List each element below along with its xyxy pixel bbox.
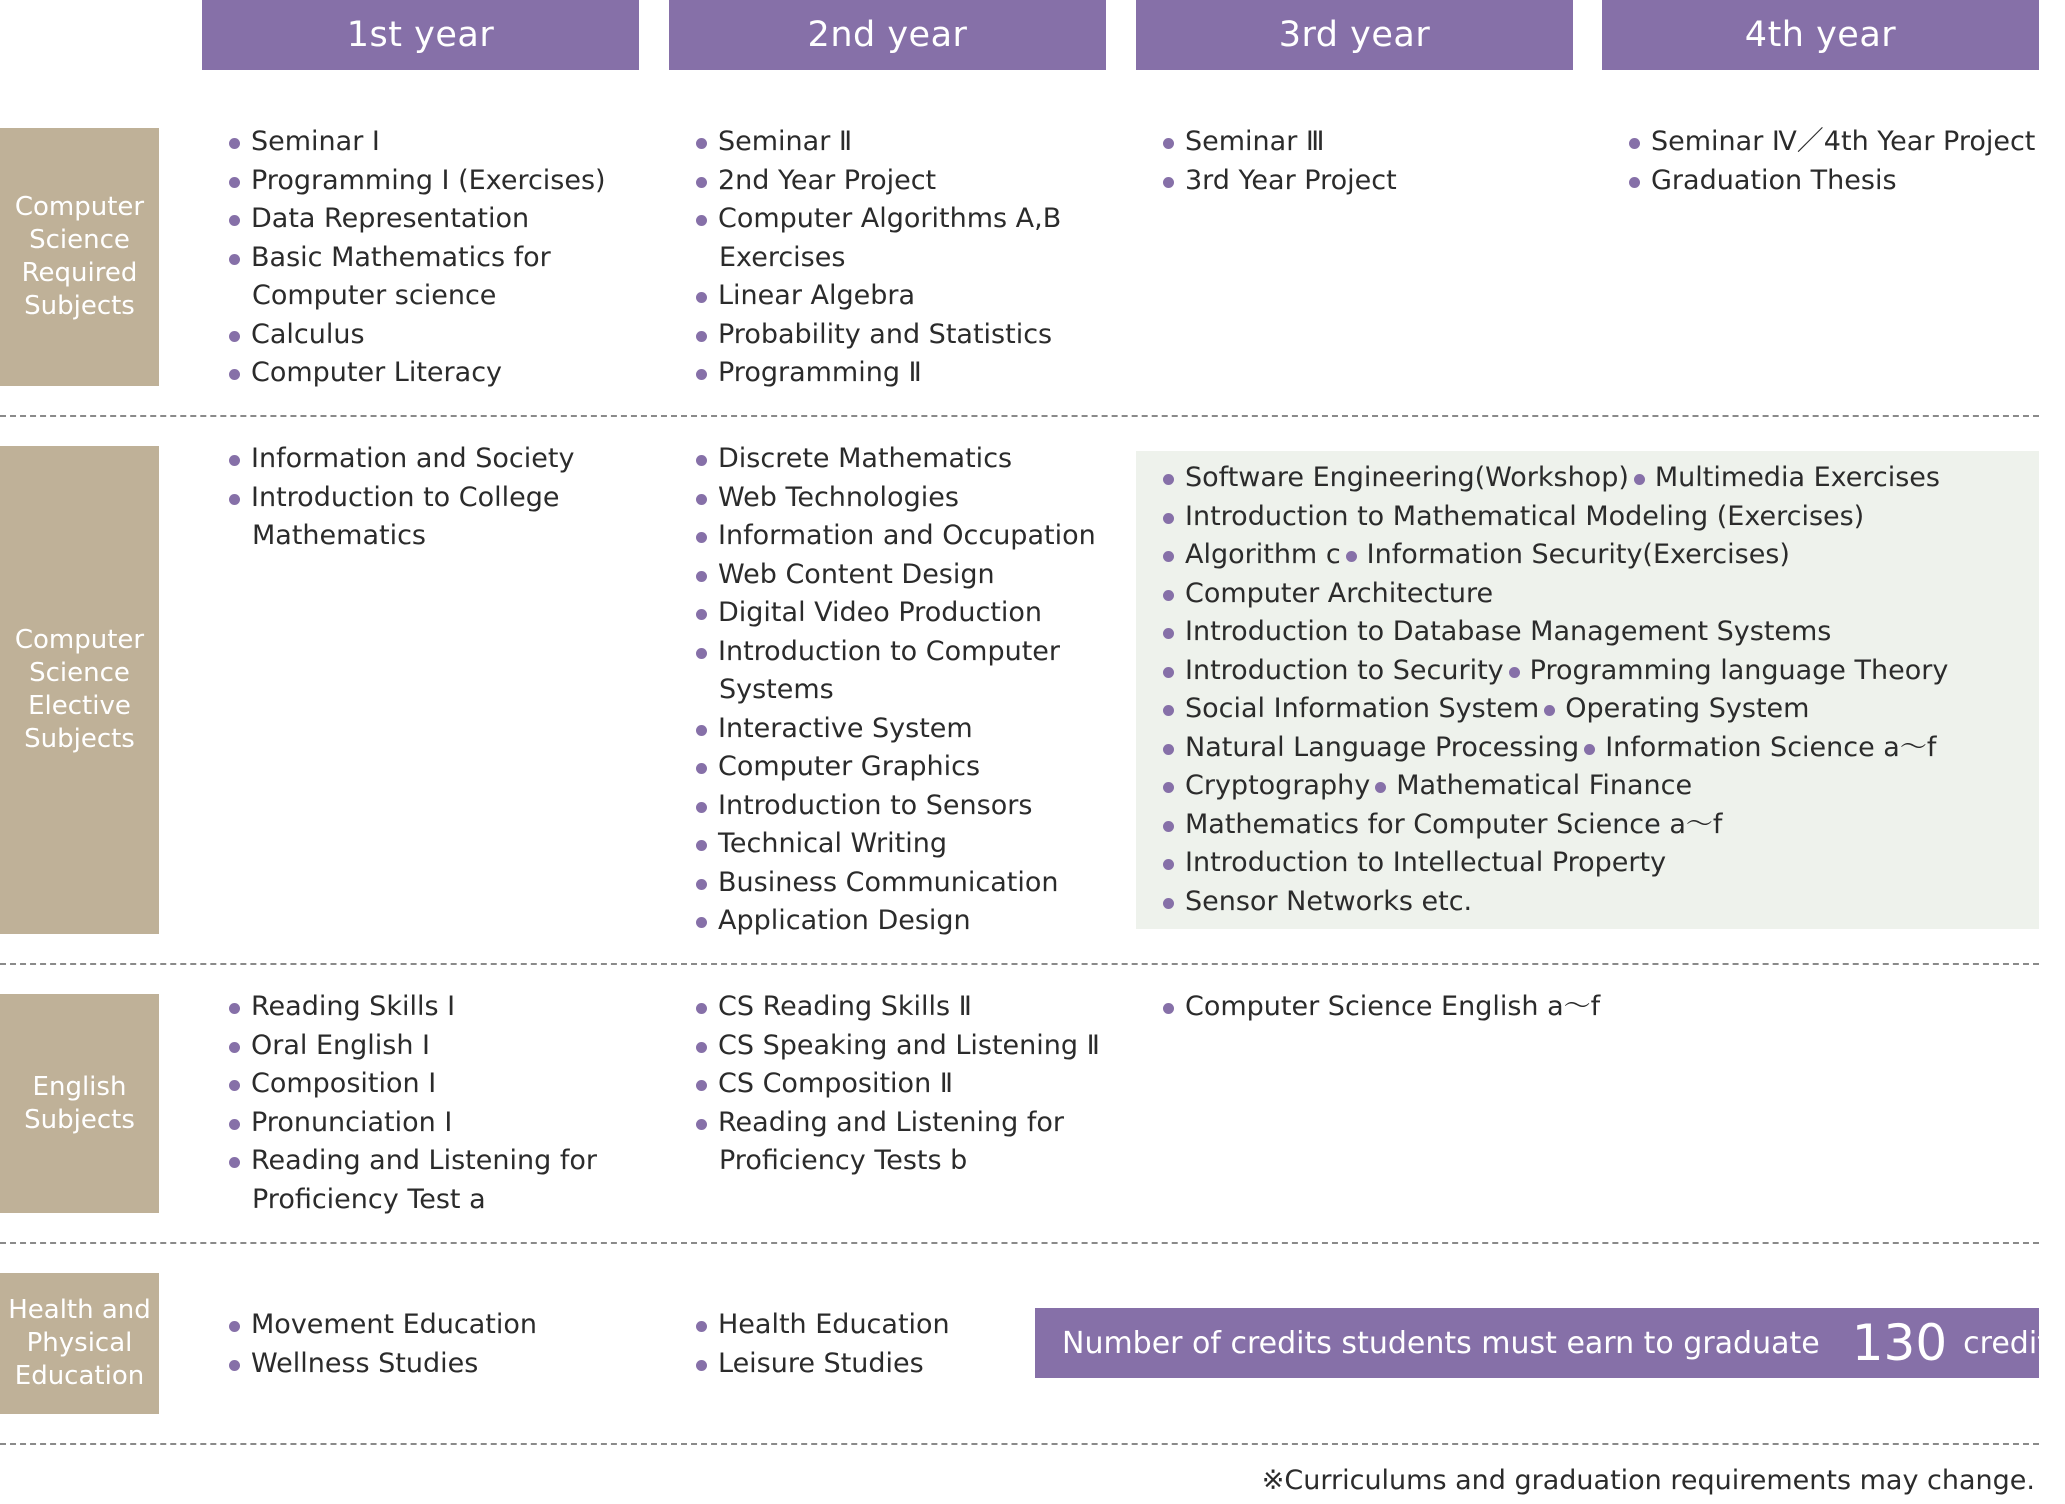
course-item: Computer Graphics bbox=[694, 748, 1096, 787]
course-item: Computer Science English a～f bbox=[1161, 988, 1600, 1027]
course-item: 2nd Year Project bbox=[694, 162, 1061, 201]
english-year1-list bbox=[227, 988, 597, 1219]
course-item-continued: Mathematics bbox=[252, 520, 426, 551]
health-year2-list bbox=[694, 1306, 950, 1383]
footnote: ※Curriculums and graduation requirements may change. bbox=[1261, 1465, 2035, 1496]
course-item: Health Education bbox=[694, 1306, 950, 1345]
course-item: Sensor Networks etc. bbox=[1161, 883, 1948, 922]
course-item: CS Speaking and Listening Ⅱ bbox=[694, 1027, 1100, 1066]
course-item: Reading and Listening for bbox=[694, 1104, 1100, 1143]
elective-year1-list bbox=[227, 440, 574, 556]
course-item: CS Reading Skills Ⅱ bbox=[694, 988, 1100, 1027]
year-header-1: 1st year bbox=[202, 0, 639, 70]
course-item: Business Communication bbox=[694, 864, 1096, 903]
required-year2-list bbox=[694, 123, 1061, 393]
course-item: Seminar I bbox=[227, 123, 606, 162]
graduation-credits-banner bbox=[1035, 1308, 2065, 1378]
course-item-continued: Exercises bbox=[719, 241, 846, 273]
course-item: Reading and Listening for bbox=[227, 1142, 597, 1181]
required-year1-list bbox=[227, 123, 606, 393]
credits-text: Number of credits students must earn to graduate bbox=[1062, 1325, 1820, 1361]
course-item: Information and Occupation bbox=[694, 517, 1096, 556]
course-item: Application Design bbox=[694, 902, 1096, 941]
course-item: Computer Literacy bbox=[227, 354, 606, 393]
course-item: Software Engineering(Workshop) Multimedia Exercises bbox=[1161, 459, 1948, 498]
course-item: Seminar Ⅱ bbox=[694, 123, 1061, 162]
course-item: Digital Video Production bbox=[694, 594, 1096, 633]
course-item: Pronunciation I bbox=[227, 1104, 597, 1143]
course-item: Seminar Ⅳ／4th Year Project bbox=[1627, 123, 2035, 162]
course-item: Technical Writing bbox=[694, 825, 1096, 864]
course-item: Seminar Ⅲ bbox=[1161, 123, 1397, 162]
course-item: Movement Education bbox=[227, 1306, 537, 1345]
course-item: Computer Algorithms A,B bbox=[694, 200, 1061, 239]
course-item: Reading Skills I bbox=[227, 988, 597, 1027]
course-item-continued: Proficiency Test a bbox=[252, 1183, 486, 1215]
year-header-4: 4th year bbox=[1602, 0, 2039, 70]
course-item: Introduction to Computer bbox=[694, 633, 1096, 672]
course-item: Basic Mathematics for bbox=[227, 239, 606, 278]
elective-year2-list bbox=[694, 440, 1096, 941]
course-item: Mathematics for Computer Science a～f bbox=[1161, 806, 1948, 845]
course-item: Discrete Mathematics bbox=[694, 440, 1096, 479]
row-divider bbox=[0, 1443, 2039, 1445]
course-item: Introduction to Sensors bbox=[694, 787, 1096, 826]
credits-number: 130 bbox=[1851, 1314, 1948, 1372]
row-divider bbox=[0, 1242, 2039, 1244]
course-item: 3rd Year Project bbox=[1161, 162, 1397, 201]
course-item: Introduction to College bbox=[227, 479, 574, 518]
course-item: Algorithm c Information Security(Exercises) bbox=[1161, 536, 1948, 575]
course-item: Wellness Studies bbox=[227, 1345, 537, 1384]
course-item: Introduction to Intellectual Property bbox=[1161, 844, 1948, 883]
course-item: Composition I bbox=[227, 1065, 597, 1104]
row-divider bbox=[0, 963, 2039, 965]
course-item: Introduction to Security Programming language Theory bbox=[1161, 652, 1948, 691]
english-year2-list bbox=[694, 988, 1100, 1181]
row-label-health: Health and Physical Education bbox=[0, 1273, 159, 1414]
course-item: Programming Ⅱ bbox=[694, 354, 1061, 393]
course-item: Social Information System Operating System bbox=[1161, 690, 1948, 729]
row-label-english: English Subjects bbox=[0, 994, 159, 1213]
elective-upper-years-list bbox=[1161, 459, 1948, 921]
row-label-required: Computer Science Required Subjects bbox=[0, 128, 159, 386]
course-item: Graduation Thesis bbox=[1627, 162, 2035, 201]
row-divider bbox=[0, 415, 2039, 417]
course-item: Programming I (Exercises) bbox=[227, 162, 606, 201]
course-item: CS Composition Ⅱ bbox=[694, 1065, 1100, 1104]
required-year3-list bbox=[1161, 123, 1397, 200]
course-item-continued: Proficiency Tests b bbox=[719, 1145, 968, 1176]
course-item-continued: Computer science bbox=[252, 280, 497, 311]
year-header-2: 2nd year bbox=[669, 0, 1106, 70]
english-year3-list bbox=[1161, 988, 1600, 1027]
course-item: Linear Algebra bbox=[694, 277, 1061, 316]
course-item-continued: Systems bbox=[719, 674, 834, 705]
course-item: Leisure Studies bbox=[694, 1345, 950, 1384]
course-item: Interactive System bbox=[694, 710, 1096, 749]
course-item: Introduction to Mathematical Modeling (Exercises) bbox=[1161, 498, 1948, 537]
course-item: Introduction to Database Management Systems bbox=[1161, 613, 1948, 652]
year-header-3: 3rd year bbox=[1136, 0, 1573, 70]
course-item: Natural Language Processing Information Science a～f bbox=[1161, 729, 1948, 768]
course-item: Probability and Statistics bbox=[694, 316, 1061, 355]
course-item: Web Technologies bbox=[694, 479, 1096, 518]
health-year1-list bbox=[227, 1306, 537, 1383]
credits-unit: credits bbox=[1963, 1325, 2065, 1361]
course-item: Cryptography Mathematical Finance bbox=[1161, 767, 1948, 806]
course-item: Information and Society bbox=[227, 440, 574, 479]
course-item: Calculus bbox=[227, 316, 606, 355]
row-label-elective: Computer Science Elective Subjects bbox=[0, 446, 159, 934]
course-item: Computer Architecture bbox=[1161, 575, 1948, 614]
required-year4-list bbox=[1627, 123, 2035, 200]
course-item: Web Content Design bbox=[694, 556, 1096, 595]
course-item: Oral English I bbox=[227, 1027, 597, 1066]
course-item: Data Representation bbox=[227, 200, 606, 239]
